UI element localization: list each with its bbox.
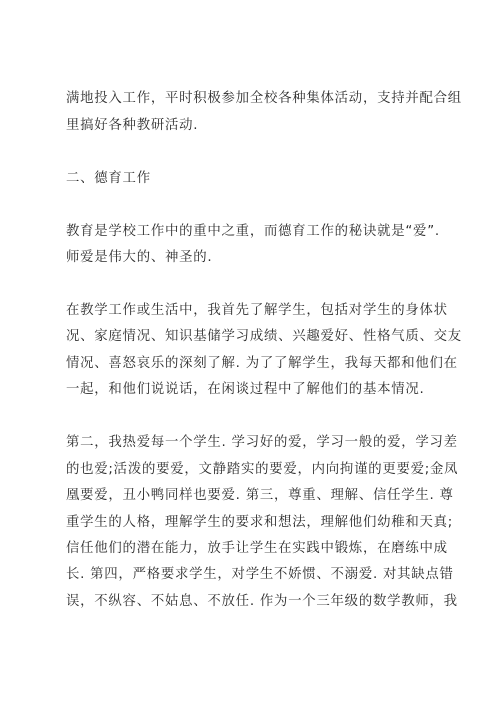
paragraph-1-line-1: 满地投入工作，平时积极参加全校各种集体活动，支持并配合组 xyxy=(66,91,462,106)
paragraph-3-line-1: 教育是学校工作中的重中之重，而德育工作的秘诀就是“爱”. xyxy=(66,224,440,239)
paragraph-4-line-4: 一起，和他们说说话，在闲谈过程中了解他们的基本情况. xyxy=(66,382,425,397)
paragraph-5-line-4: 重学生的人格，理解学生的要求和想法，理解他们幼稚和天真; xyxy=(66,515,454,530)
paragraph-5-line-5: 信任他们的潜在能力，放手让学生在实践中锻炼，在磨练中成 xyxy=(66,541,448,556)
paragraph-5-line-7: 误，不纵容、不姑息、不放任. 作为一个三年级的数学教师，我 xyxy=(66,594,458,609)
paragraph-5-line-3: 凰要爱，丑小鸭同样也要爱. 第三，尊重、理解、信任学生. 尊 xyxy=(66,488,454,503)
paragraph-1-line-2: 里搞好各种教研活动. xyxy=(66,118,199,133)
paragraph-4-line-1: 在教学工作或生活中，我首先了解学生，包括对学生的身体状 xyxy=(66,303,448,318)
paragraph-4-line-2: 况、家庭情况、知识基储学习成绩、兴趣爱好、性格气质、交友 xyxy=(66,329,462,344)
paragraph-5-line-6: 长. 第四，严格要求学生，对学生不娇惯、不溺爱. 对其缺点错 xyxy=(66,567,454,582)
paragraph-5-line-1: 第二，我热爱每一个学生. 学习好的爱，学习一般的爱，学习差 xyxy=(66,435,458,450)
paragraph-3-line-2: 师爱是伟大的、神圣的. xyxy=(66,250,213,265)
paragraph-5-line-2: 的也爱;活泼的要爱，文静踏实的要爱，内向拘谨的更要爱;金凤 xyxy=(66,462,459,477)
section-heading: 二、德育工作 xyxy=(66,171,151,186)
paragraph-4-line-3: 情况、喜怒哀乐的深刻了解. 为了了解学生，我每天都和他们在 xyxy=(66,356,458,371)
